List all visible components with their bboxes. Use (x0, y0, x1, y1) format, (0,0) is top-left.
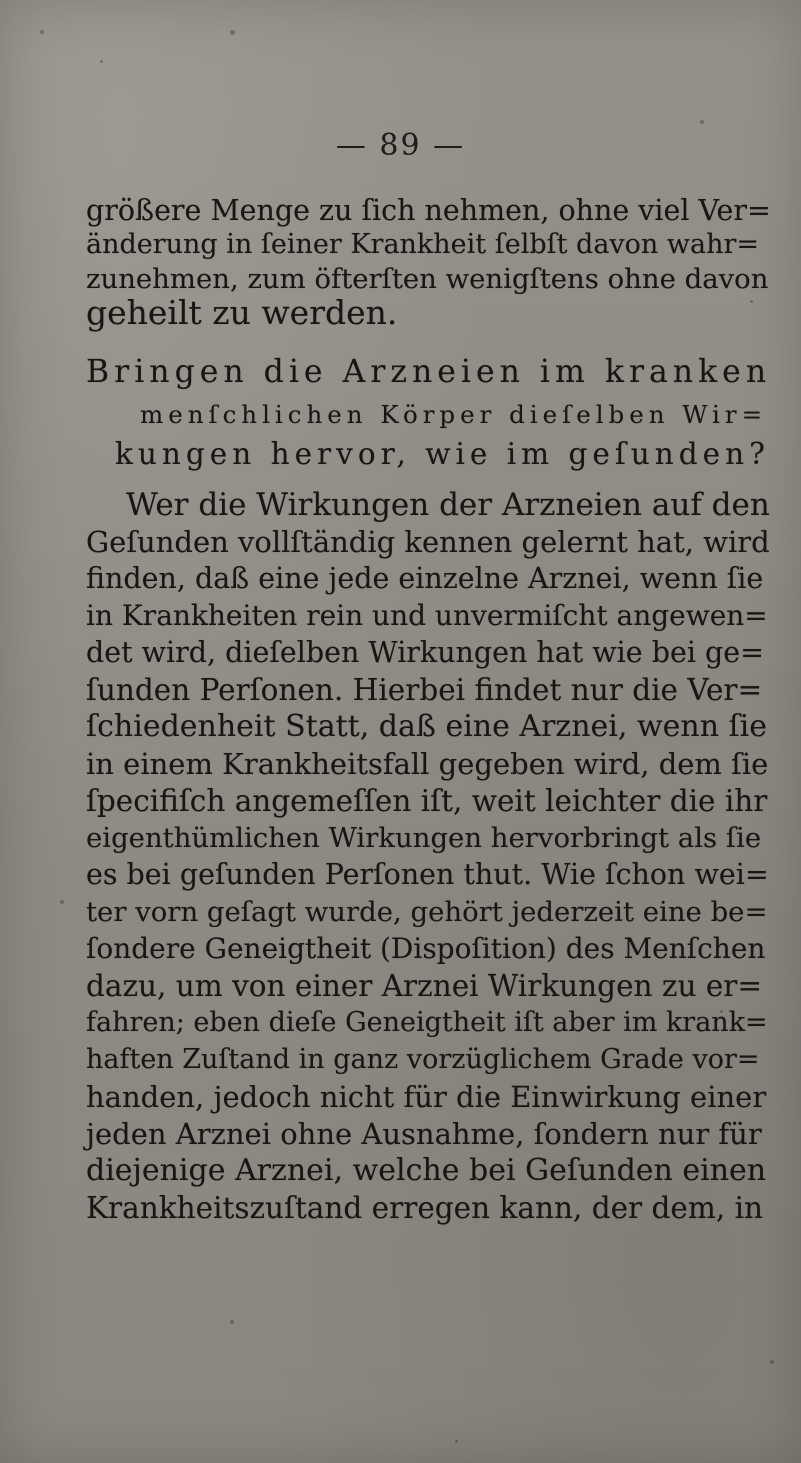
paragraph-1-line: änderung in ſeiner Krankheit ſelbſt davon wahr= (86, 229, 760, 260)
paragraph-2-line: haften Zuſtand in ganz vorzüglichem Grade vor= (86, 1044, 760, 1075)
paper-speck (750, 300, 753, 303)
section-heading-line: menſchlichen Körper dieſelben Wir= (140, 400, 768, 429)
paragraph-2-line: fahren; eben dieſe Geneigtheit iſt aber im krank= (86, 1007, 768, 1038)
paper-speck (455, 1440, 458, 1443)
paragraph-2-line: diejenige Arznei, welche bei Geſunden einen (86, 1153, 767, 1188)
section-heading-line: kungen hervor, wie im geſunden? (115, 437, 770, 471)
paper-speck (700, 120, 704, 124)
paragraph-2-line: ter vorn geſagt wurde, gehört jederzeit eine be= (86, 896, 768, 928)
paper-speck (770, 1360, 774, 1364)
paper-speck (100, 60, 103, 63)
paragraph-2-line: finden, daß eine jede einzelne Arznei, wenn ſie (86, 562, 764, 595)
paragraph-2-line: Krankheitszuſtand erregen kann, der dem, in (86, 1191, 764, 1225)
paragraph-2-line: ſchiedenheit Statt, daß eine Arznei, wenn ſie (86, 709, 768, 744)
paragraph-1-line: zunehmen, zum öfterſten wenigſtens ohne davon (86, 263, 769, 295)
paragraph-2-line: Geſunden vollſtändig kennen gelernt hat, wird (86, 525, 770, 559)
page-number: — 89 — (335, 128, 466, 163)
paragraph-2-line: Wer die Wirkungen der Arzneien auf den (126, 487, 770, 523)
paragraph-2-line: in einem Krankheitsfall gegeben wird, dem ſie (86, 747, 769, 781)
paragraph-2-line: eigenthümlichen Wirkungen hervorbringt als ſie (86, 822, 762, 854)
paper-speck (40, 30, 44, 34)
paragraph-2-line: ſondere Geneigtheit (Dispoſition) des Menſchen (86, 932, 766, 965)
paragraph-2-line: in Krankheiten rein und unvermiſcht angewen= (86, 599, 768, 632)
paragraph-2-line: ſpecifiſch angemeſſen iſt, weit leichter die ihr (86, 784, 768, 818)
paragraph-2-line: jeden Arznei ohne Ausnahme, ſondern nur für (86, 1117, 762, 1151)
paper-speck (60, 900, 64, 904)
paragraph-2-line: es bei geſunden Perſonen thut. Wie ſchon wei= (86, 858, 769, 891)
paragraph-2-line: dazu, um von einer Arznei Wirkungen zu er= (86, 969, 763, 1003)
paragraph-2-line: handen, jedoch nicht für die Einwirkung einer (86, 1080, 767, 1114)
paragraph-1-line: geheilt zu werden. (86, 293, 398, 332)
paper-speck (230, 30, 235, 35)
paragraph-1-line: größere Menge zu ſich nehmen, ohne viel Ver= (86, 194, 771, 227)
paragraph-2-line: det wird, dieſelben Wirkungen hat wie bei ge= (86, 636, 765, 669)
paper-speck (230, 1320, 234, 1324)
paragraph-2-line: ſunden Perſonen. Hierbei findet nur die Ver= (86, 673, 763, 707)
section-heading-line: Bringen die Arzneien im kranken (86, 354, 772, 390)
